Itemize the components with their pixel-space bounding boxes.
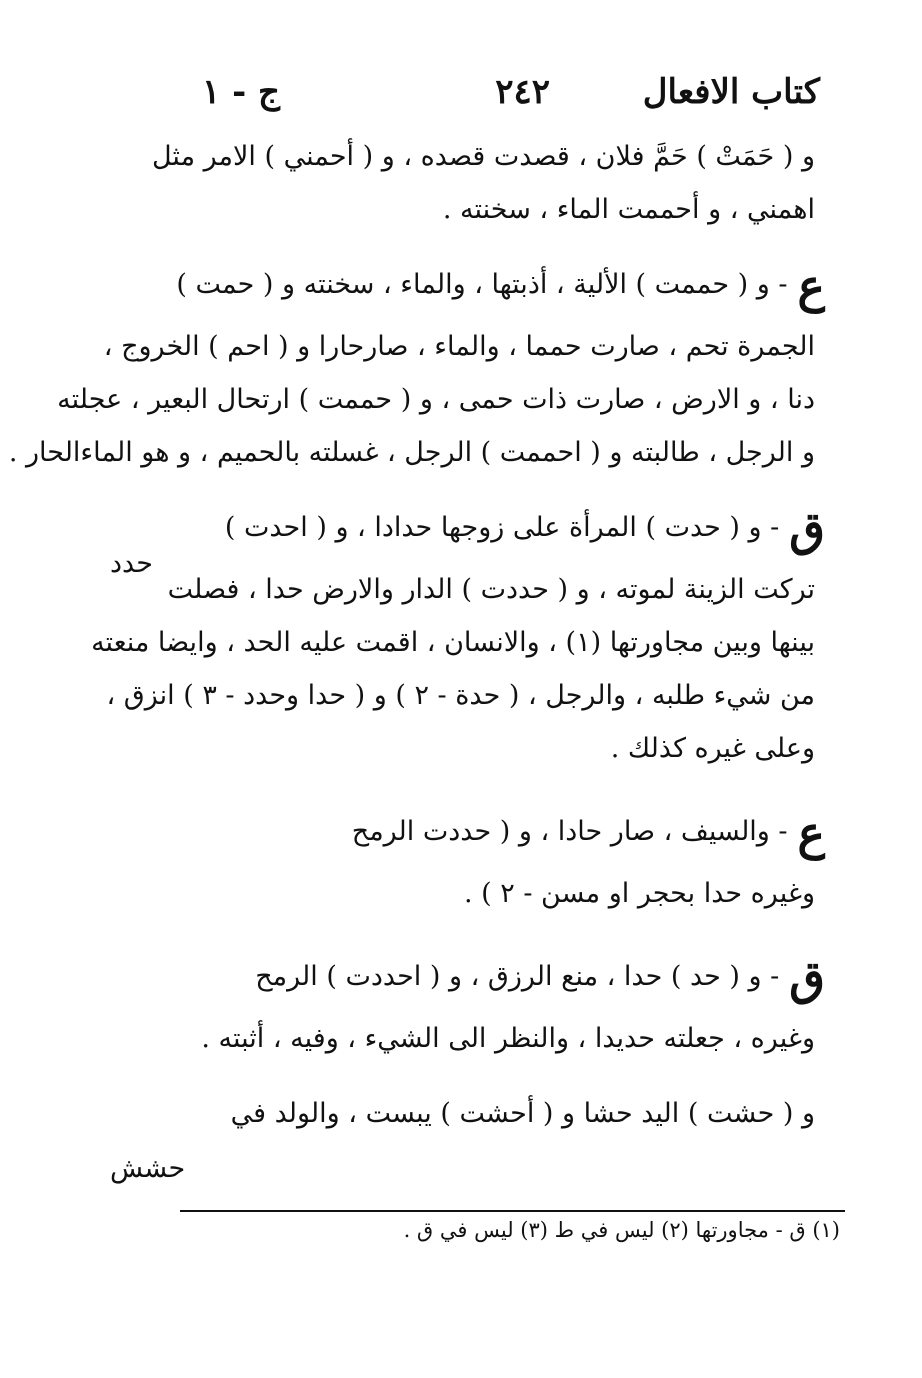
- line-text: وعلى غيره كذلك .: [610, 733, 815, 764]
- text-line: [195, 1087, 825, 1140]
- text-line: [195, 942, 825, 1012]
- text-line: [167, 563, 825, 616]
- line-text: تركت الزينة لموته ، و ( حددت ) الدار والارض حدا ، فصلت: [167, 574, 815, 605]
- footnote: (١) ق - مجاورتها (٢) ليس في ط (٣) ليس في ق .: [403, 1218, 840, 1242]
- volume-label: ج - ١: [202, 72, 280, 112]
- line-text: الجمرة تحم ، صارت حمما ، والماء ، صارحارا و ( احم ) الخروج ،: [103, 331, 815, 362]
- book-title: كتاب الافعال: [642, 72, 820, 112]
- text-line: [103, 320, 825, 373]
- section-mark: ع: [797, 805, 825, 860]
- section-mark: ق: [789, 950, 825, 1005]
- text-line: [195, 1012, 825, 1065]
- text-line: [176, 250, 825, 320]
- line-text: اهمني ، و أحممت الماء ، سخنته .: [442, 194, 815, 225]
- line-text: - و ( حد ) حدا ، منع الرزق ، و ( احددت ) الرمح: [255, 961, 780, 992]
- text-line: [195, 797, 825, 867]
- line-text: بينها وبين مجاورتها (١) ، والانسان ، اقمت عليه الحد ، وايضا منعته: [91, 627, 815, 658]
- footnote-divider: [180, 1210, 845, 1212]
- line-text: وغيره ، جعلته حديدا ، والنظر الى الشيء ، وفيه ، أثبته .: [201, 1023, 815, 1054]
- line-text: من شيء طلبه ، والرجل ، ( حدة - ٢ ) و ( حدا وحدد - ٣ ) انزق ،: [106, 680, 815, 711]
- body-text: [8, 130, 825, 1140]
- line-text: وغيره حدا بحجر او مسن - ٢ ) .: [463, 878, 815, 909]
- text-line: [195, 183, 825, 236]
- text-line: [57, 373, 825, 426]
- line-text: و الرجل ، طالبته و ( احممت ) الرجل ، غسلته بالحميم ، و هو الماءالحار .: [8, 437, 815, 468]
- text-line: [195, 493, 825, 563]
- line-text: - و ( حممت ) الألية ، أذبتها ، والماء ، سخنته و ( حمت ): [176, 269, 788, 300]
- text-line: [151, 130, 825, 183]
- line-text: و ( حشت ) اليد حشا و ( أحشت ) يبست ، والولد في: [230, 1098, 815, 1129]
- text-line: [91, 616, 825, 669]
- page-header: [200, 62, 820, 122]
- text-line: [195, 722, 825, 775]
- line-text: و ( حَمَتْ ) حَمَّ فلان ، قصدت قصده ، و ( أحمني ) الامر مثل: [151, 141, 815, 172]
- page-number: ٢٤٢: [495, 72, 550, 112]
- text-line: [195, 867, 825, 920]
- section-mark: ق: [789, 501, 825, 556]
- text-line: [8, 426, 825, 479]
- margin-root-word: حشش: [110, 1153, 186, 1184]
- section-mark: ع: [797, 258, 825, 313]
- line-text: - و ( حدت ) المرأة على زوجها حدادا ، و ( احدت ): [224, 512, 780, 543]
- text-line: [106, 669, 825, 722]
- line-text: - والسيف ، صار حادا ، و ( حددت الرمح: [351, 816, 788, 847]
- line-text: دنا ، و الارض ، صارت ذات حمى ، و ( حممت ) ارتحال البعير ، عجلته: [57, 384, 815, 415]
- margin-root-word: حدد: [110, 548, 153, 579]
